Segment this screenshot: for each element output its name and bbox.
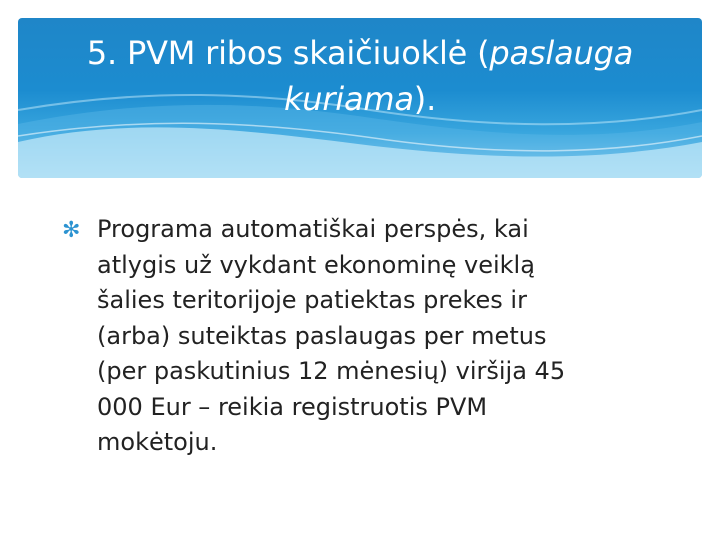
slide-title <box>30 30 690 122</box>
asterisk-bullet-icon: ✻ <box>62 218 81 243</box>
slide-title-main: 5. PVM ribos skaičiuoklė ( <box>86 34 490 72</box>
bullet-text: Programa automatiškai perspės, kai atlygis už vykdant ekonominę veiklą šalies teritorijoje patiektas prekes ir (arba) suteiktas paslaugas per metus (per paskutinius 12 mėnesių) viršija 45 000 Eur – reikia registruotis PVM mokėtoju. <box>97 215 566 456</box>
slide-title-end: ). <box>413 80 437 118</box>
slide-title-emphasis: paslauga kuriama <box>283 34 634 118</box>
slide-content <box>62 212 662 461</box>
bullet-list-item <box>62 212 662 461</box>
